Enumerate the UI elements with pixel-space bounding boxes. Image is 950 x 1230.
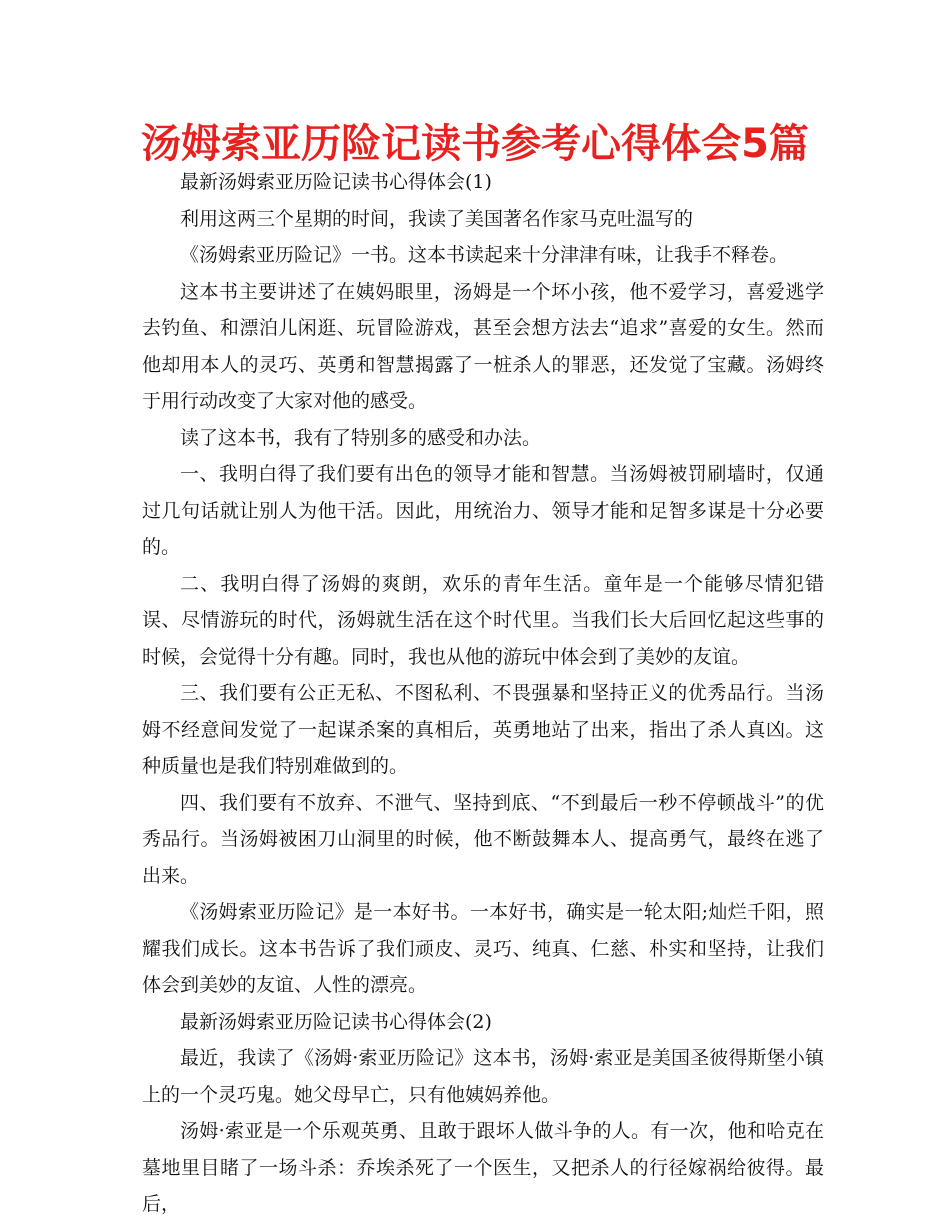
paragraph: 最新汤姆索亚历险记读书心得体会(2) [180,1010,492,1033]
paragraph: 利用这两三个星期的时间，我读了美国著名作家马克吐温写的 [180,207,694,230]
paragraph: 四、我们要有不放弃、不泄气、坚持到底、“不到最后一秒不停顿战斗”的优秀品行。当汤姆被困刀山洞里的时候，他不断鼓舞本人、提高勇气，最终在逃了出来。 [142,791,824,887]
paragraph: 三、我们要有公正无私、不图私利、不畏强暴和坚持正义的优秀品行。当汤姆不经意间发觉了一起谋杀案的真相后，英勇地站了出来，指出了杀人真凶。这种质量也是我们特别难做到的。 [142,682,824,777]
paragraph: 最近，我读了《汤姆·索亚历险记》这本书，汤姆·索亚是美国圣彼得斯堡小镇上的一个灵巧鬼。她父母早亡，只有他姨妈养他。 [142,1047,824,1106]
paragraph: 这本书主要讲述了在姨妈眼里，汤姆是一个坏小孩，他不爱学习，喜爱逃学去钓鱼、和漂泊儿闲逛、玩冒险游戏，甚至会想方法去“追求”喜爱的女生。然而他却用本人的灵巧、英勇和智慧揭露了一桩杀人的罪恶，还发觉了宝藏。汤姆终于用行动改变了大家对他的感受。 [142,280,824,412]
paragraph: 汤姆·索亚是一个乐观英勇、且敢于跟坏人做斗争的人。有一次，他和哈克在墓地里目睹了一场斗杀：乔埃杀死了一个医生，又把杀人的行径嫁祸给彼得。最后， [142,1120,824,1215]
paragraph: 《汤姆索亚历险记》一书。这本书读起来十分津津有味，让我手不释卷。 [180,244,789,266]
document-title: 汤姆索亚历险记读书参考心得体会5篇 [141,121,809,167]
document-body [142,164,824,1223]
paragraph: 最新汤姆索亚历险记读书心得体会(1) [180,171,492,193]
paragraph: 二、我明白得了汤姆的爽朗，欢乐的青年生活。童年是一个能够尽情犯错误、尽情游玩的时代，汤姆就生活在这个时代里。当我们长大后回忆起这些事的时候，会觉得十分有趣。同时，我也从他的游玩中体会到了美妙的友谊。 [142,572,824,668]
paragraph: 读了这本书，我有了特别多的感受和办法。 [180,426,542,449]
paragraph: 《汤姆索亚历险记》是一本好书。一本好书，确实是一轮太阳;灿烂千阳，照耀我们成长。这本书告诉了我们顽皮、灵巧、纯真、仁慈、朴实和坚持，让我们体会到美妙的友谊、人性的漂亮。 [142,901,824,996]
paragraph: 一、我明白得了我们要有出色的领导才能和智慧。当汤姆被罚刷墙时，仅通过几句话就让别人为他干活。因此，用统治力、领导才能和足智多谋是十分必要的。 [142,463,824,558]
